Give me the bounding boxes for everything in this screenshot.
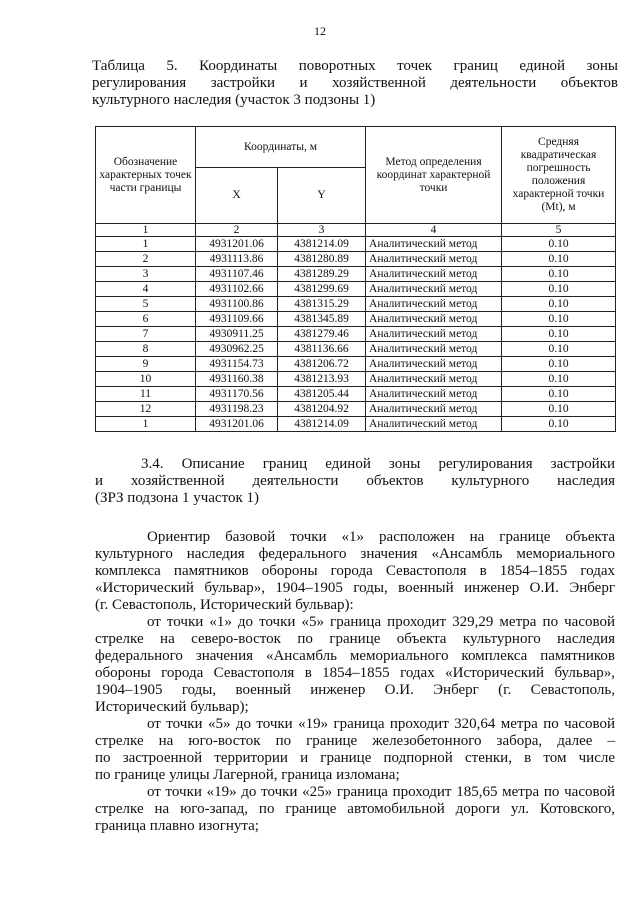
table-row [96, 402, 616, 417]
cell-x: 4931160.38 [196, 372, 278, 387]
cell-y: 4381214.09 [278, 237, 366, 252]
body-text-line: обороны города Севастополя в 1854–1855 годах «Исторический бульвар», [95, 665, 615, 681]
table-row [96, 417, 616, 432]
cell-point: 5 [96, 297, 196, 312]
cell-point: 1 [96, 237, 196, 252]
cell-x: 4931201.06 [196, 417, 278, 432]
header-point: Обозначение характерных точек части границы [96, 127, 196, 224]
cell-error: 0.10 [502, 267, 616, 282]
cell-y: 4381280.89 [278, 252, 366, 267]
cell-y: 4381279.46 [278, 327, 366, 342]
body-text-line: комплекса памятников обороны города Севастополя в 1854–1855 годах [95, 563, 615, 579]
cell-y: 4381205.44 [278, 387, 366, 402]
cell-x: 4931107.46 [196, 267, 278, 282]
body-text-line: «Исторический бульвар», 1904–1905 годы, военный инженер О.И. Энберг [95, 580, 615, 596]
cell-method: Аналитический метод [366, 342, 502, 357]
table-row [96, 387, 616, 402]
cell-x: 4931170.56 [196, 387, 278, 402]
column-number: 5 [502, 224, 616, 237]
cell-point: 8 [96, 342, 196, 357]
cell-method: Аналитический метод [366, 387, 502, 402]
section-heading-line: и хозяйственной деятельности объектов культурного наследия [95, 473, 615, 489]
cell-error: 0.10 [502, 402, 616, 417]
cell-point: 6 [96, 312, 196, 327]
cell-error: 0.10 [502, 342, 616, 357]
cell-x: 4930911.25 [196, 327, 278, 342]
cell-method: Аналитический метод [366, 372, 502, 387]
cell-y: 4381136.66 [278, 342, 366, 357]
body-text-line: по границе улицы Лагерной, граница изломана; [95, 767, 400, 783]
cell-error: 0.10 [502, 282, 616, 297]
column-number: 3 [278, 224, 366, 237]
cell-x: 4931109.66 [196, 312, 278, 327]
body-text-line: Исторический бульвар); [95, 699, 249, 715]
cell-method: Аналитический метод [366, 312, 502, 327]
body-text-line: культурного наследия федерального значения «Ансамбль мемориального [95, 546, 615, 562]
cell-method: Аналитический метод [366, 237, 502, 252]
caption-line: культурного наследия (участок 3 подзоны 1) [92, 92, 376, 108]
body-text-line: Ориентир базовой точки «1» расположен на границе объекта [147, 529, 615, 545]
cell-method: Аналитический метод [366, 417, 502, 432]
body-text-line: от точки «5» до точки «19» граница проходит 320,64 метра по часовой [147, 716, 615, 732]
cell-error: 0.10 [502, 372, 616, 387]
cell-error: 0.10 [502, 252, 616, 267]
body-text [95, 529, 615, 835]
body-text-line: от точки «1» до точки «5» граница проходит 329,29 метра по часовой [147, 614, 615, 630]
cell-x: 4930962.25 [196, 342, 278, 357]
cell-y: 4381206.72 [278, 357, 366, 372]
cell-error: 0.10 [502, 387, 616, 402]
cell-error: 0.10 [502, 357, 616, 372]
header-method: Метод определения координат характерной точки [366, 127, 502, 224]
table-row [96, 357, 616, 372]
table-row [96, 282, 616, 297]
table-row [96, 327, 616, 342]
cell-y: 4381299.69 [278, 282, 366, 297]
column-number: 4 [366, 224, 502, 237]
caption-line: Таблица 5. Координаты поворотных точек границ единой зоны [92, 58, 618, 74]
cell-point: 12 [96, 402, 196, 417]
section-heading-line: (ЗРЗ подзона 1 участок 1) [95, 490, 259, 506]
cell-point: 4 [96, 282, 196, 297]
cell-method: Аналитический метод [366, 267, 502, 282]
body-text-line: стрелке на юго-запад, по границе автомобильной дороги ул. Котовского, [95, 801, 615, 817]
cell-y: 4381214.09 [278, 417, 366, 432]
cell-x: 4931102.66 [196, 282, 278, 297]
cell-x: 4931198.23 [196, 402, 278, 417]
table-row [96, 312, 616, 327]
table-row [96, 267, 616, 282]
cell-y: 4381213.93 [278, 372, 366, 387]
body-text-line: стрелке на северо-восток по границе объекта культурного наследия [95, 631, 615, 647]
cell-point: 10 [96, 372, 196, 387]
body-text-line: (г. Севастополь, Исторический бульвар): [95, 597, 354, 613]
cell-point: 11 [96, 387, 196, 402]
header-y: Y [278, 168, 366, 224]
cell-x: 4931113.86 [196, 252, 278, 267]
section-heading [95, 456, 615, 507]
table-row [96, 297, 616, 312]
cell-error: 0.10 [502, 297, 616, 312]
cell-method: Аналитический метод [366, 402, 502, 417]
body-text-line: граница плавно изогнута; [95, 818, 259, 834]
cell-x: 4931100.86 [196, 297, 278, 312]
column-number: 2 [196, 224, 278, 237]
caption-line: регулирования застройки и хозяйственной деятельности объектов [92, 75, 618, 91]
table-caption [92, 58, 618, 109]
header-error: Средняя квадратическая погрешность положения характерной точки (Mt), м [502, 127, 616, 224]
body-text-line: стрелке на юго-восток по границе железобетонного забора, далее – [95, 733, 615, 749]
cell-point: 1 [96, 417, 196, 432]
cell-y: 4381204.92 [278, 402, 366, 417]
cell-point: 7 [96, 327, 196, 342]
cell-method: Аналитический метод [366, 252, 502, 267]
body-text-line: федерального значения «Ансамбль мемориального комплекса памятников [95, 648, 615, 664]
section-heading-line: 3.4. Описание границ единой зоны регулирования застройки [141, 456, 615, 472]
page-number: 12 [314, 24, 326, 38]
coordinates-table [95, 126, 616, 432]
header-x: X [196, 168, 278, 224]
cell-error: 0.10 [502, 237, 616, 252]
body-text-line: по застроенной территории и границе подпорной стенки, в том числе [95, 750, 615, 766]
column-number: 1 [96, 224, 196, 237]
cell-method: Аналитический метод [366, 357, 502, 372]
table-row [96, 372, 616, 387]
cell-x: 4931154.73 [196, 357, 278, 372]
cell-y: 4381345.89 [278, 312, 366, 327]
cell-point: 2 [96, 252, 196, 267]
cell-point: 9 [96, 357, 196, 372]
cell-y: 4381315.29 [278, 297, 366, 312]
table-row [96, 342, 616, 357]
cell-point: 3 [96, 267, 196, 282]
cell-error: 0.10 [502, 312, 616, 327]
header-coordinates: Координаты, м [196, 127, 366, 168]
cell-method: Аналитический метод [366, 327, 502, 342]
cell-y: 4381289.29 [278, 267, 366, 282]
cell-x: 4931201.06 [196, 237, 278, 252]
table-row [96, 252, 616, 267]
cell-method: Аналитический метод [366, 282, 502, 297]
cell-error: 0.10 [502, 327, 616, 342]
cell-error: 0.10 [502, 417, 616, 432]
cell-method: Аналитический метод [366, 297, 502, 312]
table-row [96, 237, 616, 252]
body-text-line: 1904–1905 годы, военный инженер О.И. Энберг (г. Севастополь, [95, 682, 615, 698]
body-text-line: от точки «19» до точки «25» граница проходит 185,65 метра по часовой [147, 784, 615, 800]
